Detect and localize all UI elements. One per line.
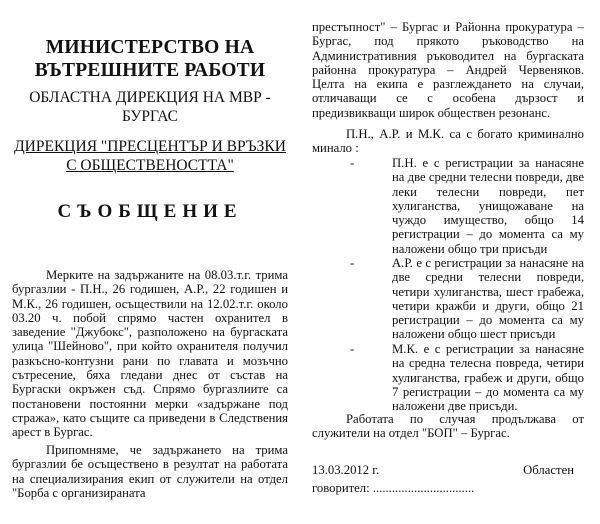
record-bullet-pn bbox=[312, 156, 584, 256]
document-title: СЪОБЩЕНИЕ bbox=[57, 201, 243, 222]
paragraph-ongoing-work: Работата по случая продължава от служители на отдел "БОП" – Бургас. bbox=[312, 412, 584, 441]
press-center-header bbox=[12, 137, 288, 175]
press-center-line-1: ДИРЕКЦИЯ "ПРЕСЦЕНТЪР И ВРЪЗКИ bbox=[14, 138, 286, 155]
paragraph-continuation: престъпност" – Бургас и Районна прокуратура – Бургас, под прякото ръководство на Административния ръководител на бургаската районна прокуратура – Андрей Червеняков. Целта на екипа е разглеждането на случаи, отличаващи се с особена дързост и предизвикващи широк обществен резонанс. bbox=[312, 20, 584, 120]
paragraph-measures: Мерките на задържаните на 08.03.т.г. трима бургазлии - П.Н., 26 годишен, А.Р., 22 годишен и М.К., 26 годишен, осъществили на 12.02.т.г. около 03.20 ч. побой спрямо частен охранител в заведение "Джубокс", разположено на бургаската улица "Шейново", при който охранителя получил разкъсно-контузни рани по главата и мозъчно сътресение, бяха гледани днес от състав на Бургаски окръжен съд. Спрямо бургазлиите са постановени постоянни мерки «задържане под стража», като същите са приведени в Следствения арест в Бургас. bbox=[12, 268, 288, 440]
bullet-dash: - bbox=[350, 156, 355, 170]
bullet-text: М.К. е с регистрации за нанасяне на средна телесна повреда, четири хулиганства, грабеж и други, общо 7 регистрации – до момента са му наложени две присъди. bbox=[392, 342, 584, 414]
press-center-line-2: С ОБЩЕСТВЕНОСТТА" bbox=[66, 157, 234, 174]
release-date: 13.03.2012 г. bbox=[312, 463, 380, 477]
bullet-dash: - bbox=[350, 256, 355, 270]
directorate-header bbox=[12, 88, 288, 126]
directorate-line-2: БУРГАС bbox=[122, 108, 178, 125]
bullet-text: П.Н. е с регистрации за нанасяне на две средни телесни повреди, две леки телесни повреди, пет хулиганства, унищожаване на чуждо имущество, общо 14 регистрации – до момента са му наложени общо три присъди bbox=[392, 156, 584, 256]
signature-office: Областен bbox=[523, 463, 574, 477]
record-bullet-ar bbox=[312, 256, 584, 342]
directorate-line-1: ОБЛАСТНА ДИРЕКЦИЯ НА МВР - bbox=[29, 89, 271, 106]
record-bullet-mk bbox=[312, 342, 584, 413]
ministry-line-2: ВЪТРЕШНИТЕ РАБОТИ bbox=[34, 60, 266, 81]
spokesperson-signature-line: говорител: ................................ bbox=[312, 481, 475, 495]
bullet-dash: - bbox=[350, 342, 355, 356]
paragraph-reminder: Припомняме, че задържането на трима бургазлии бе осъществено в резултат на работата на специализирания екип от служители на отдел "Борба с организираната bbox=[12, 443, 288, 500]
paragraph-criminal-record: П.Н., А.Р. и М.К. са с богато криминално минало : bbox=[312, 127, 584, 156]
bullet-text: А.Р. е с регистрации за нанасяне на две средни телесни повреди, четири хулиганства, шест грабежа, четири кражби и други, общо 21 регистрации – до момента са му наложени общо шест присъди bbox=[392, 256, 584, 342]
ministry-header bbox=[12, 36, 288, 82]
ministry-line-1: МИНИСТЕРСТВО НА bbox=[45, 37, 255, 58]
